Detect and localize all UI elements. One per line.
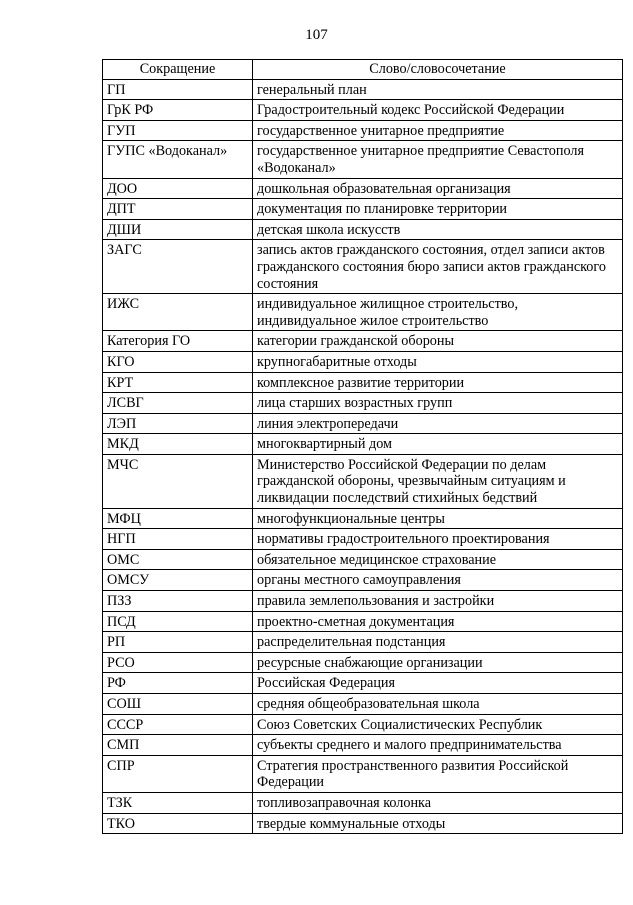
table-row xyxy=(103,611,623,632)
table-row xyxy=(103,652,623,673)
abbreviation-cell: ДОО xyxy=(103,178,253,199)
table-row xyxy=(103,434,623,455)
table-row xyxy=(103,331,623,352)
abbreviation-cell: ДШИ xyxy=(103,219,253,240)
phrase-cell: дошкольная образовательная организация xyxy=(253,178,623,199)
table-row xyxy=(103,178,623,199)
abbreviation-cell: ЛЭП xyxy=(103,413,253,434)
phrase-cell: Российская Федерация xyxy=(253,673,623,694)
table-row xyxy=(103,694,623,715)
phrase-cell: распределительная подстанция xyxy=(253,632,623,653)
abbreviation-cell: ПСД xyxy=(103,611,253,632)
phrase-cell: документация по планировке территории xyxy=(253,199,623,220)
table-row xyxy=(103,454,623,508)
abbreviation-cell: НГП xyxy=(103,529,253,550)
phrase-cell: топливозаправочная колонка xyxy=(253,792,623,813)
column-header-phrase: Слово/словосочетание xyxy=(253,60,623,80)
table-row xyxy=(103,79,623,100)
table-row xyxy=(103,100,623,121)
abbreviation-cell: ГУП xyxy=(103,120,253,141)
table-row xyxy=(103,813,623,834)
phrase-cell: средняя общеобразовательная школа xyxy=(253,694,623,715)
phrase-cell: Стратегия пространственного развития Российской Федерации xyxy=(253,755,623,792)
phrase-cell: Союз Советских Социалистических Республик xyxy=(253,714,623,735)
abbreviation-cell: СМП xyxy=(103,735,253,756)
phrase-cell: проектно-сметная документация xyxy=(253,611,623,632)
phrase-cell: субъекты среднего и малого предпринимательства xyxy=(253,735,623,756)
table-row xyxy=(103,529,623,550)
abbreviation-cell: КРТ xyxy=(103,372,253,393)
table-row xyxy=(103,141,623,178)
phrase-cell: ресурсные снабжающие организации xyxy=(253,652,623,673)
phrase-cell: лица старших возрастных групп xyxy=(253,393,623,414)
table-row xyxy=(103,591,623,612)
phrase-cell: детская школа искусств xyxy=(253,219,623,240)
phrase-cell: обязательное медицинское страхование xyxy=(253,549,623,570)
phrase-cell: твердые коммунальные отходы xyxy=(253,813,623,834)
abbreviation-cell: МЧС xyxy=(103,454,253,508)
phrase-cell: органы местного самоуправления xyxy=(253,570,623,591)
abbreviation-cell: ГП xyxy=(103,79,253,100)
table-row xyxy=(103,755,623,792)
abbreviations-table xyxy=(102,59,623,834)
table-row xyxy=(103,393,623,414)
table-row xyxy=(103,673,623,694)
table-row xyxy=(103,792,623,813)
abbreviation-cell: ГрК РФ xyxy=(103,100,253,121)
abbreviation-cell: МКД xyxy=(103,434,253,455)
table-row xyxy=(103,351,623,372)
abbreviation-cell: ОМС xyxy=(103,549,253,570)
abbreviation-cell: ОМСУ xyxy=(103,570,253,591)
table-header-row xyxy=(103,60,623,80)
table-row xyxy=(103,570,623,591)
abbreviation-cell: РСО xyxy=(103,652,253,673)
phrase-cell: Министерство Российской Федерации по делам гражданской обороны, чрезвычайным ситуациям и ликвидации последствий стихийных бедствий xyxy=(253,454,623,508)
table-row xyxy=(103,413,623,434)
abbreviation-cell: Категория ГО xyxy=(103,331,253,352)
phrase-cell: Градостроительный кодекс Российской Федерации xyxy=(253,100,623,121)
phrase-cell: правила землепользования и застройки xyxy=(253,591,623,612)
abbreviation-cell: ГУПС «Водоканал» xyxy=(103,141,253,178)
phrase-cell: линия электропередачи xyxy=(253,413,623,434)
column-header-abbreviation: Сокращение xyxy=(103,60,253,80)
phrase-cell: генеральный план xyxy=(253,79,623,100)
table-row xyxy=(103,549,623,570)
phrase-cell: категории гражданской обороны xyxy=(253,331,623,352)
table-row xyxy=(103,508,623,529)
abbreviation-cell: ТЗК xyxy=(103,792,253,813)
table-row xyxy=(103,632,623,653)
phrase-cell: государственное унитарное предприятие xyxy=(253,120,623,141)
abbreviation-cell: МФЦ xyxy=(103,508,253,529)
phrase-cell: государственное унитарное предприятие Севастополя «Водоканал» xyxy=(253,141,623,178)
table-row xyxy=(103,120,623,141)
abbreviation-cell: ТКО xyxy=(103,813,253,834)
phrase-cell: запись актов гражданского состояния, отдел записи актов гражданского состояния бюро записи актов гражданского состояния xyxy=(253,240,623,294)
table-row xyxy=(103,735,623,756)
table-row xyxy=(103,714,623,735)
page-number: 107 xyxy=(305,27,328,43)
table-row xyxy=(103,372,623,393)
phrase-cell: многоквартирный дом xyxy=(253,434,623,455)
abbreviation-cell: СССР xyxy=(103,714,253,735)
phrase-cell: крупногабаритные отходы xyxy=(253,351,623,372)
table-row xyxy=(103,199,623,220)
abbreviation-cell: СОШ xyxy=(103,694,253,715)
abbreviation-cell: ДПТ xyxy=(103,199,253,220)
abbreviation-cell: ПЗЗ xyxy=(103,591,253,612)
abbreviation-cell: ЗАГС xyxy=(103,240,253,294)
abbreviation-cell: СПР xyxy=(103,755,253,792)
abbreviation-cell: ЛСВГ xyxy=(103,393,253,414)
phrase-cell: комплексное развитие территории xyxy=(253,372,623,393)
abbreviation-cell: РП xyxy=(103,632,253,653)
phrase-cell: многофункциональные центры xyxy=(253,508,623,529)
table-row xyxy=(103,240,623,294)
phrase-cell: индивидуальное жилищное строительство, индивидуальное жилое строительство xyxy=(253,294,623,331)
abbreviation-cell: ИЖС xyxy=(103,294,253,331)
abbreviation-cell: КГО xyxy=(103,351,253,372)
abbreviation-cell: РФ xyxy=(103,673,253,694)
phrase-cell: нормативы градостроительного проектирования xyxy=(253,529,623,550)
table-row xyxy=(103,294,623,331)
table-row xyxy=(103,219,623,240)
